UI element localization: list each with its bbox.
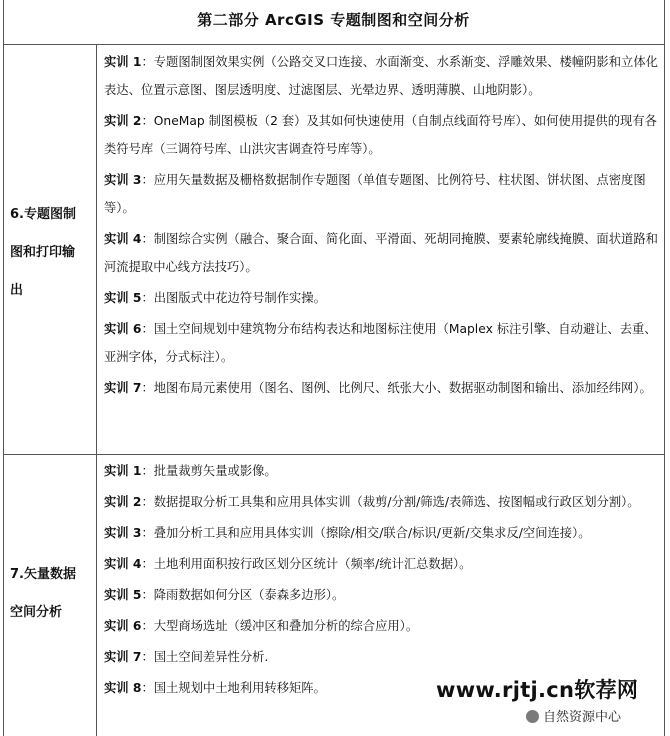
training-item: 实训 2：数据提取分析工具集和应用具体实训（裁剪/分割/筛选/表筛选、按图幅或行政区划分割）。: [104, 495, 640, 509]
training-item: 实训 1：批量裁剪矢量或影像。: [104, 464, 277, 478]
column-divider: [96, 44, 97, 736]
section-label-line: 出: [10, 283, 24, 298]
wechat-icon: [526, 710, 539, 723]
title-row-border: [3, 44, 665, 45]
training-item: 实训 8：国土规划中土地利用转移矩阵。: [104, 681, 326, 695]
training-item: 实训 3：叠加分析工具和应用具体实训（擦除/相交/联合/标识/更新/交集求反/空间连接）。: [104, 526, 591, 540]
section-label-line: 图和打印输: [10, 245, 76, 260]
training-item: 实训 5：降雨数据如何分区（泰森多边形）。: [104, 588, 345, 602]
training-item: 实训 6：大型商场选址（缓冲区和叠加分析的综合应用）。: [104, 619, 419, 633]
training-item: 实训 4：土地利用面积按行政区划分区统计（频率/统计汇总数据）。: [104, 557, 472, 571]
watermark-text: www.rjtj.cn软荐网: [436, 678, 639, 702]
section-label-line: 空间分析: [10, 605, 63, 620]
watermark-subtitle: 自然资源中心: [526, 706, 621, 725]
training-item: 实训 6：国土空间规划中建筑物分布结构表达和地图标注使用（Maplex 标注引擎、自动避让、去重、亚洲字体，分式标注）。: [104, 322, 657, 364]
table-right-border: [664, 0, 665, 736]
section-label-line: 6.专题图制: [10, 207, 76, 222]
training-item: 实训 3：应用矢量数据及栅格数据制作专题图（单值专题图、比例符号、柱状图、饼状图、点密度图等）。: [104, 173, 646, 215]
section-label-7: [10, 556, 90, 632]
section-divider: [3, 454, 665, 455]
training-item: 实训 7：国土空间差异性分析.: [104, 650, 269, 664]
section-label-6: [10, 196, 90, 310]
table-title: 第二部分 ArcGIS 专题制图和空间分析: [197, 11, 470, 29]
training-item: 实训 4：制图综合实例（融合、聚合面、简化面、平滑面、死胡同掩膜、要素轮廓线掩膜、面状道路和河流提取中心线方法技巧）。: [104, 232, 658, 274]
training-item: 实训 1：专题图制图效果实例（公路交叉口连接、水面渐变、水系渐变、浮雕效果、楼幢阴影和立体化表达、位置示意图、图层透明度、过滤图层、光晕边界、透明薄膜、山地阴影）。: [104, 55, 658, 97]
section-content-7: [104, 457, 660, 702]
section-content-6: [104, 48, 660, 402]
training-item: 实训 2：OneMap 制图模板（2 套）及其如何快速使用（自制点线面符号库）、如何使用提供的现有各类符号库（三调符号库、山洪灾害调查符号库等）。: [104, 114, 657, 156]
watermark: [436, 674, 661, 725]
training-item: 实训 7：地图布局元素使用（图名、图例、比例尺、纸张大小、数据驱动制图和输出、添加经纬网）。: [104, 381, 652, 395]
training-item: 实训 5：出图版式中花边符号制作实操。: [104, 291, 326, 305]
section-label-line: 7.矢量数据: [10, 567, 76, 582]
table-left-border: [3, 0, 4, 736]
